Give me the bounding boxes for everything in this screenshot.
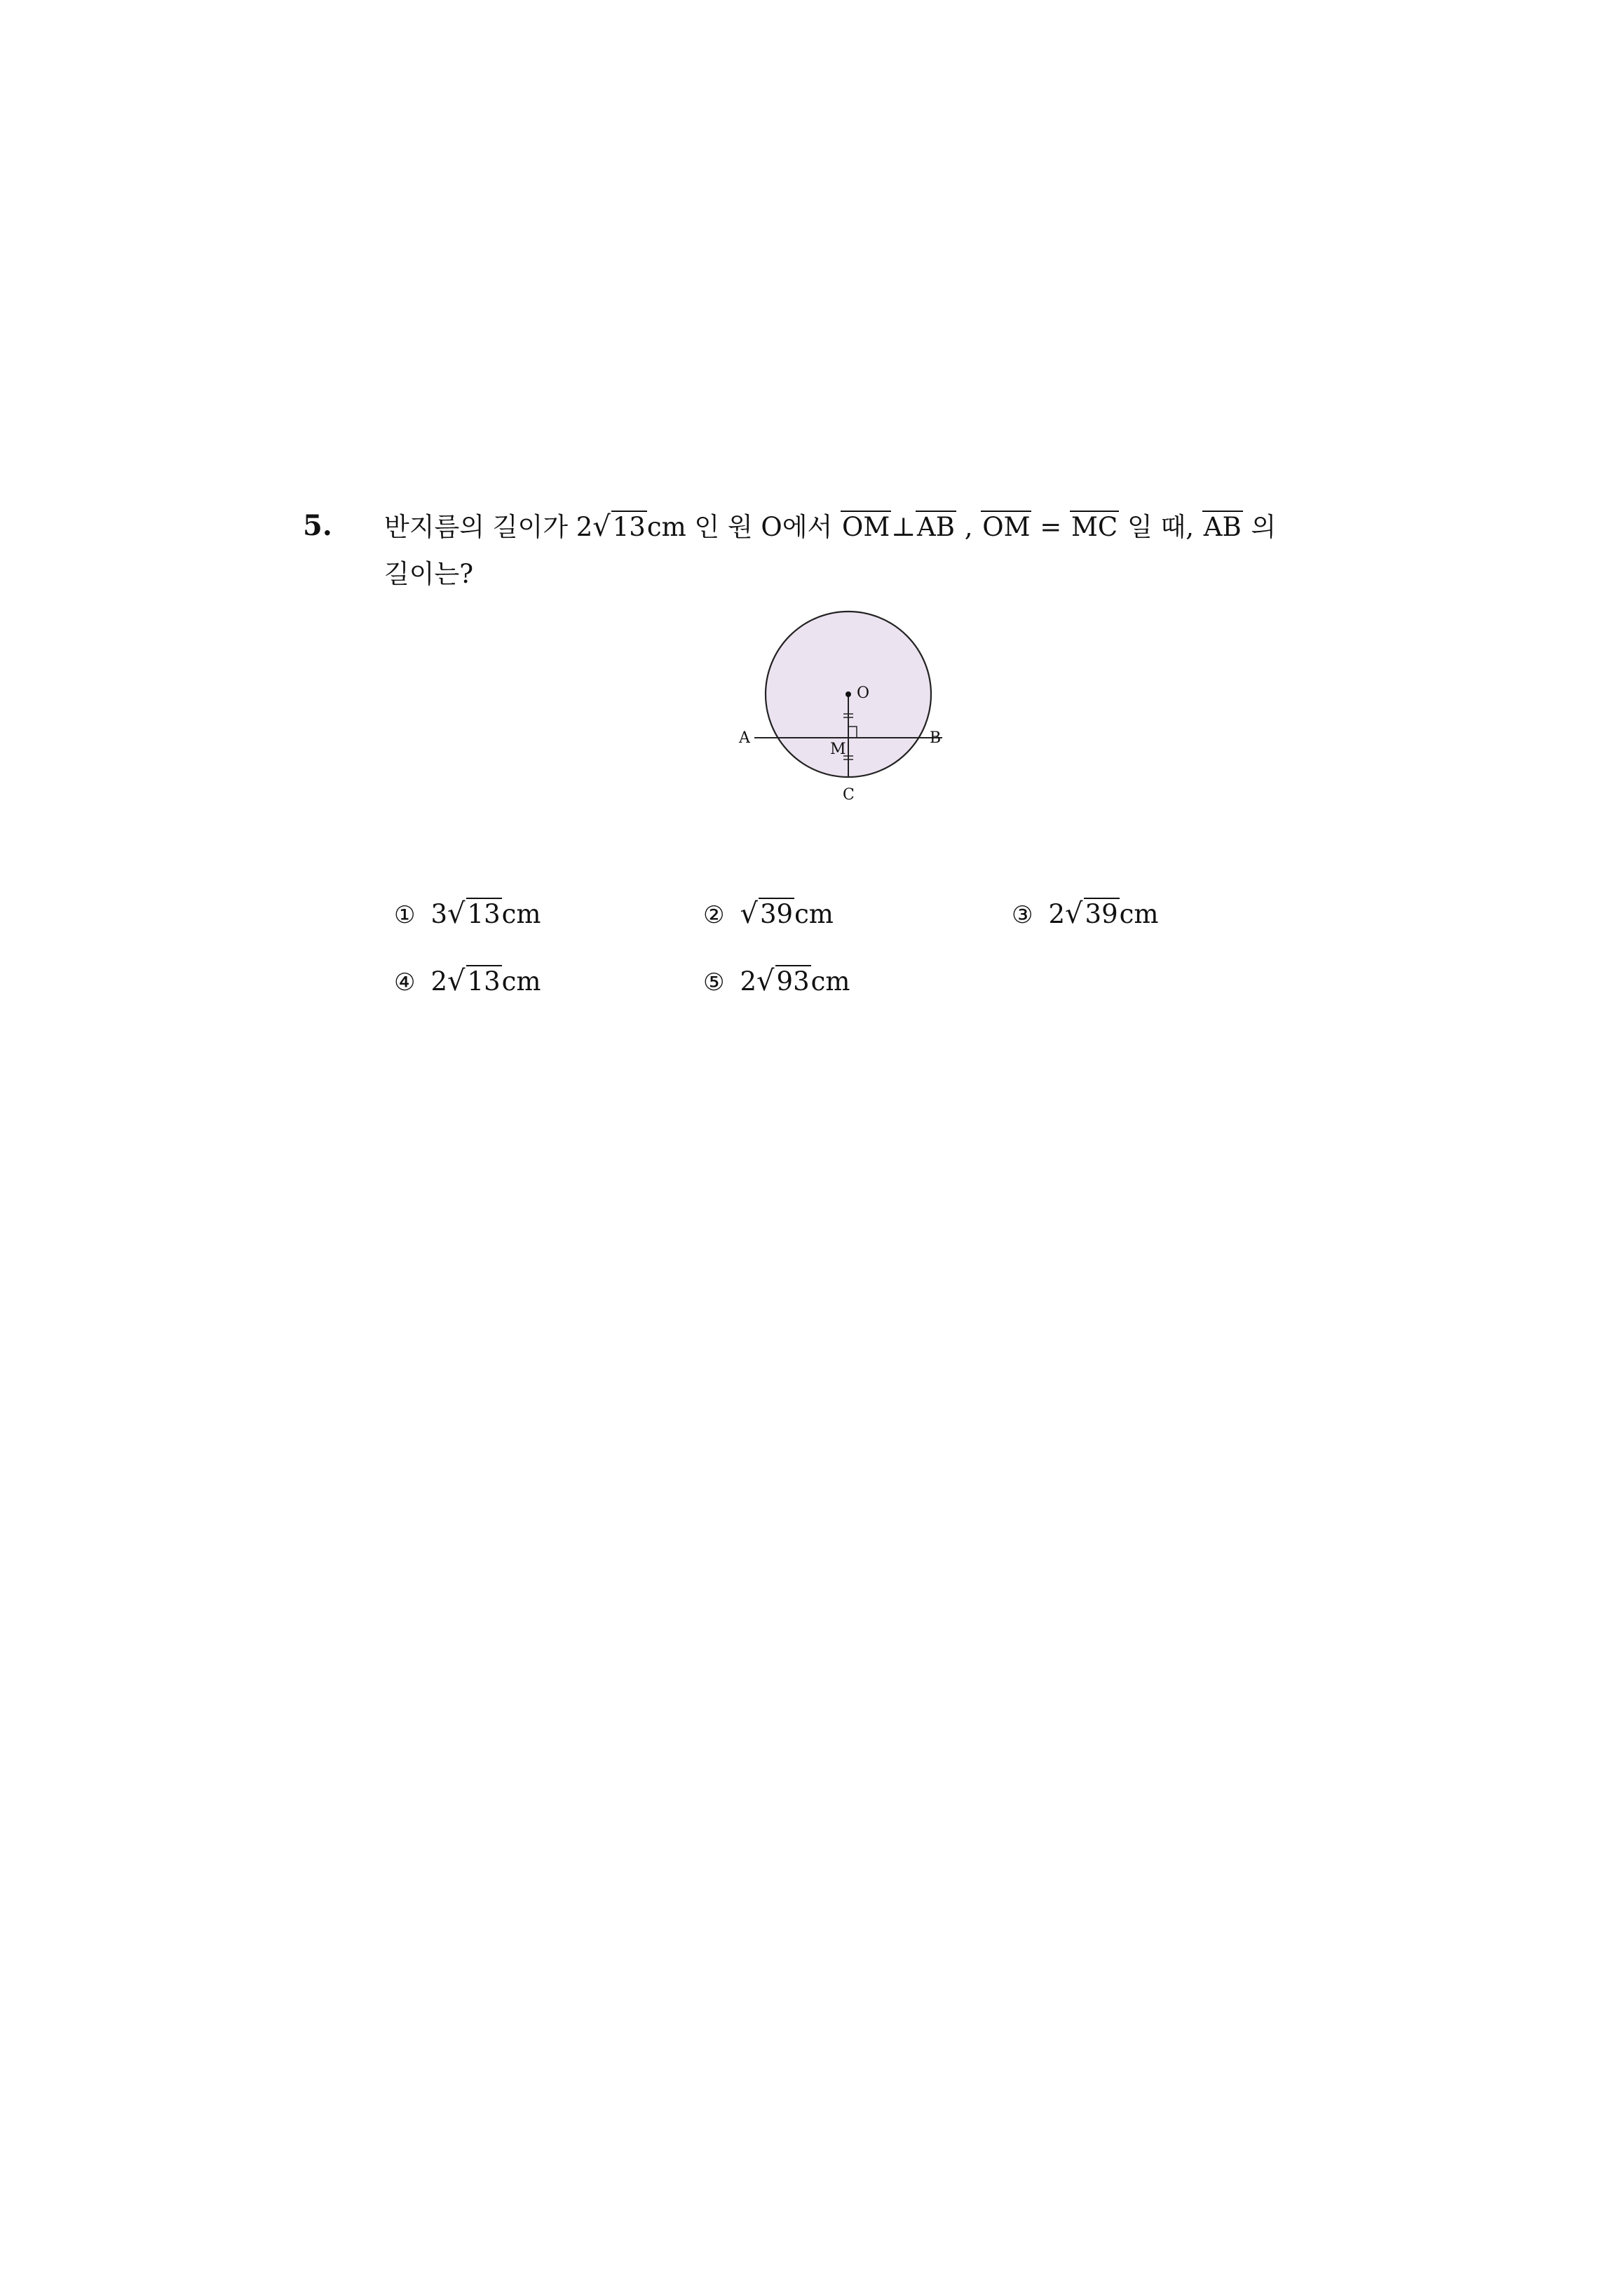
choice-unit: cm (1119, 899, 1159, 929)
choice-mark: ① (394, 901, 416, 929)
choice-mark: ② (703, 901, 725, 929)
question-text-line2: 길이는? (384, 559, 474, 589)
sqrt-expression (740, 900, 794, 928)
choice-1[interactable] (394, 900, 541, 928)
choice-coef: 2 (430, 966, 448, 997)
question-number: 5. (303, 509, 332, 542)
sqrt-expression (447, 967, 502, 995)
choice-coef: 2 (1048, 899, 1066, 929)
choice-2[interactable] (703, 900, 834, 928)
radicand: 39 (759, 899, 794, 929)
question-text: 반지름의 길이가 2 (384, 512, 593, 542)
choice-mark: ④ (394, 968, 416, 997)
segment-ab: AB (917, 512, 955, 542)
radicand: 13 (612, 512, 646, 542)
radicand: 93 (776, 966, 810, 997)
choice-coef: 2 (740, 966, 757, 997)
sqrt-sign: √ (756, 965, 775, 997)
choice-4[interactable] (394, 967, 541, 995)
choice-mark: ⑤ (703, 968, 725, 997)
segment-mc: MC (1071, 512, 1118, 542)
choice-unit: cm (810, 966, 850, 997)
label-c: C (843, 786, 855, 804)
question-text: 의 (1242, 512, 1277, 542)
sqrt-sign: √ (447, 898, 466, 930)
choice-unit: cm (501, 899, 541, 929)
center-point-o (846, 691, 851, 697)
sqrt-expression (592, 513, 647, 541)
choice-5[interactable] (703, 967, 850, 995)
choice-unit: cm (501, 966, 541, 997)
radicand: 13 (467, 966, 501, 997)
sqrt-expression (447, 900, 502, 928)
radicand: 39 (1085, 899, 1118, 929)
label-b: B (930, 729, 942, 747)
label-o: O (857, 684, 870, 702)
radicand: 13 (467, 899, 501, 929)
sqrt-expression (1065, 900, 1120, 928)
choice-coef: 3 (430, 899, 448, 929)
sqrt-sign: √ (740, 898, 758, 930)
sqrt-sign: √ (1065, 898, 1083, 930)
question-text: cm 인 원 O에서 (646, 512, 841, 542)
segment-om: OM (982, 512, 1031, 542)
segment-ab: AB (1203, 512, 1242, 542)
label-m: M (830, 741, 846, 758)
question-text: 일 때, (1119, 512, 1202, 542)
choice-mark: ③ (1012, 901, 1033, 929)
question-text-line1 (384, 513, 1276, 541)
sqrt-sign: √ (592, 511, 611, 543)
segment-om: OM (842, 512, 890, 542)
sqrt-sign: √ (447, 965, 466, 997)
equals-sign: = (1031, 512, 1070, 542)
label-a: A (739, 729, 750, 747)
sqrt-expression (756, 967, 811, 995)
choice-unit: cm (794, 899, 834, 929)
question-text: , (956, 512, 982, 542)
choice-3[interactable] (1012, 900, 1158, 928)
circle-diagram (739, 610, 953, 821)
perpendicular-symbol: ⊥ (891, 512, 916, 542)
